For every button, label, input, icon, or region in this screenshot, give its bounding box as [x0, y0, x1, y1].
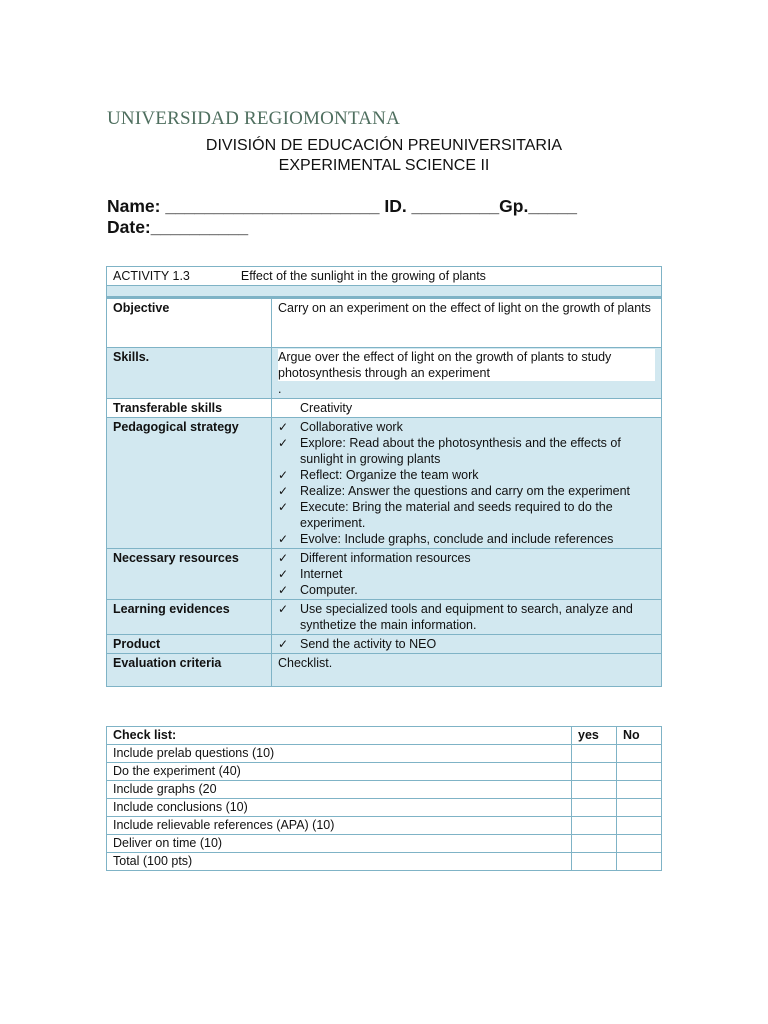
date-line: Date:__________: [107, 217, 249, 237]
checklist-item: Include graphs (20: [107, 781, 572, 799]
activity-code: ACTIVITY 1.3: [113, 269, 190, 283]
yes-cell[interactable]: [572, 745, 617, 763]
row-label-skills: Skills.: [107, 348, 272, 399]
checklist-item: Total (100 pts): [107, 853, 572, 871]
yes-cell[interactable]: [572, 799, 617, 817]
row-label-evaluation-criteria: Evaluation criteria: [107, 654, 272, 687]
checklist-item: Deliver on time (10): [107, 835, 572, 853]
strategy-item: ✓ Collaborative work: [278, 419, 655, 435]
no-cell[interactable]: [617, 781, 662, 799]
strategy-item: ✓ Reflect: Organize the team work: [278, 467, 655, 483]
strategy-item: ✓ Explore: Read about the photosynthesis and the effects of sunlight in growing plants: [278, 435, 655, 467]
row-label-product: Product: [107, 635, 272, 654]
skills-extra: .: [278, 382, 282, 396]
university-name: UNIVERSIDAD REGIOMONTANA: [107, 108, 401, 129]
row-label-objective: Objective: [107, 298, 272, 348]
division-title: DIVISIÓN DE EDUCACIÓN PREUNIVERSITARIA: [205, 137, 563, 154]
course-title: EXPERIMENTAL SCIENCE II: [278, 157, 490, 174]
checklist-yes-header: yes: [572, 727, 617, 745]
activity-table: [106, 266, 662, 687]
resource-item: ✓ Different information resources: [278, 550, 655, 566]
yes-cell[interactable]: [572, 781, 617, 799]
checklist-item: Do the experiment (40): [107, 763, 572, 781]
resources-cell: [272, 549, 662, 600]
checklist-table: [106, 726, 662, 871]
objective-text: Carry on an experiment on the effect of light on the growth of plants: [272, 298, 662, 348]
product-cell: [272, 635, 662, 654]
row-label-learning-evidences: Learning evidences: [107, 600, 272, 635]
checklist-header: Check list:: [107, 727, 572, 745]
skills-cell: [272, 348, 662, 399]
product-item: ✓ Send the activity to NEO: [278, 636, 655, 652]
no-cell[interactable]: [617, 835, 662, 853]
resource-item: ✓ Computer.: [278, 582, 655, 598]
name-id-group-line: Name: ______________________ ID. _________Gp._____: [107, 196, 577, 216]
checklist-no-header: No: [617, 727, 662, 745]
spacer-row: [107, 286, 662, 298]
evaluation-criteria-text: Checklist.: [272, 654, 662, 687]
row-label-pedagogical-strategy: Pedagogical strategy: [107, 418, 272, 549]
yes-cell[interactable]: [572, 835, 617, 853]
checklist-item: Include conclusions (10): [107, 799, 572, 817]
row-label-necessary-resources: Necessary resources: [107, 549, 272, 600]
strategy-item: ✓ Realize: Answer the questions and carry om the experiment: [278, 483, 655, 499]
transferable-skills-text: [272, 399, 662, 418]
activity-title: Effect of the sunlight in the growing of plants: [240, 269, 486, 283]
yes-cell[interactable]: [572, 763, 617, 781]
strategy-item: ✓ Evolve: Include graphs, conclude and include references: [278, 531, 655, 547]
no-cell[interactable]: [617, 763, 662, 781]
resource-item: ✓ Internet: [278, 566, 655, 582]
row-label-transferable-skills: Transferable skills: [107, 399, 272, 418]
evidence-item: ✓ Use specialized tools and equipment to search, analyze and synthetize the main information.: [278, 601, 655, 633]
checklist-item: Include prelab questions (10): [107, 745, 572, 763]
no-cell[interactable]: [617, 817, 662, 835]
no-cell[interactable]: [617, 745, 662, 763]
pedagogical-strategy-cell: [272, 418, 662, 549]
checklist-item: Include relievable references (APA) (10): [107, 817, 572, 835]
no-cell[interactable]: [617, 799, 662, 817]
activity-header-cell: [107, 267, 662, 286]
skills-text: Argue over the effect of light on the growth of plants to study photosynthesis through an experiment: [278, 349, 655, 381]
learning-evidences-cell: [272, 600, 662, 635]
yes-cell[interactable]: [572, 853, 617, 871]
transferable-skills-value: Creativity: [300, 401, 353, 415]
yes-cell[interactable]: [572, 817, 617, 835]
strategy-item: ✓ Execute: Bring the material and seeds required to do the experiment.: [278, 499, 655, 531]
no-cell[interactable]: [617, 853, 662, 871]
